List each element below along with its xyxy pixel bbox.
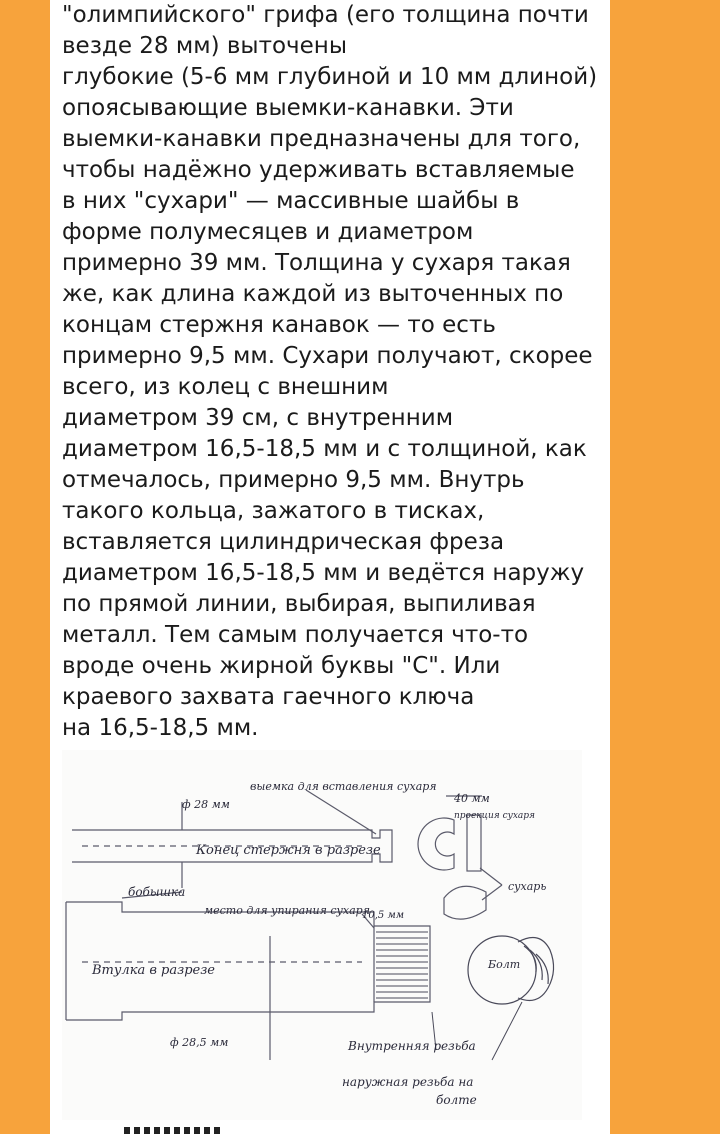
article-line: такого кольца, зажатого в тисках, [62, 498, 485, 524]
sukhar-leader-2 [482, 885, 502, 900]
article-line: примерно 9,5 мм. Сухари получают, скорее [62, 343, 593, 369]
article-line: вставляется цилиндрическая фреза [62, 529, 505, 555]
article-card [50, 0, 610, 1134]
label-10-5mm: 10,5 мм [362, 910, 405, 921]
article-line: всего, из колец с внешним [62, 374, 389, 400]
label-outer-thread: наружная резьба на [342, 1075, 474, 1089]
label-inner-thread: Внутренняя резьба [348, 1039, 476, 1053]
article-line: диаметром 16,5-18,5 мм и ведётся наружу [62, 560, 585, 586]
article-line: глубокие (5-6 мм глубиной и 10 мм длиной) [62, 64, 598, 90]
label-rod-end: Конец стержня в разрезе [196, 843, 381, 858]
article-line: на 16,5-18,5 мм. [62, 715, 259, 741]
inner-thread-hatching [376, 932, 428, 998]
technical-sketch [62, 750, 582, 1120]
groove-leader [306, 790, 376, 834]
label-40mm: 40 мм [454, 792, 490, 805]
article-line: в них "сухари" — массивные шайбы в [62, 188, 520, 214]
label-sukhar: сухарь [508, 880, 547, 893]
label-projection: проекция сухаря [454, 811, 535, 821]
article-line: "олимпийского" грифа (его толщина почти [62, 2, 589, 28]
article-text [62, 0, 602, 744]
sukhar-leader-1 [480, 868, 502, 885]
article-line: же, как длина каждой из выточенных по [62, 281, 564, 307]
label-bolt: Болт [488, 958, 521, 971]
label-stop-place: место для упирания сухаря [204, 904, 370, 917]
label-sleeve: Втулка в разрезе [92, 963, 216, 978]
article-line: вроде очень жирной буквы "С". Или [62, 653, 501, 679]
next-text-cutoff [124, 1124, 544, 1134]
article-line: металл. Тем самым получается что-то [62, 622, 529, 648]
sukhar-projection [467, 815, 481, 871]
article-line: везде 28 мм) выточены [62, 33, 347, 59]
article-line: опоясывающие выемки-канавки. Эти [62, 95, 514, 121]
article-line: диаметром 39 см, с внутренним [62, 405, 454, 431]
article-line: краевого захвата гаечного ключа [62, 684, 475, 710]
sukhar-front [418, 818, 454, 870]
article-line: форме полумесяцев и диаметром [62, 219, 474, 245]
label-dia-28-5: ф 28,5 мм [170, 1036, 229, 1049]
article-line: диаметром 16,5-18,5 мм и с толщиной, как [62, 436, 587, 462]
label-groove: выемка для вставления сухаря [250, 780, 437, 793]
article-line: по прямой линии, выбирая, выпиливая [62, 591, 536, 617]
article-line: отмечалось, примерно 9,5 мм. Внутрь [62, 467, 525, 493]
label-boss: бобышка [128, 885, 186, 899]
article-line: чтобы надёжно удерживать вставляемые [62, 157, 575, 183]
sukhar-3d [444, 886, 486, 919]
outer-thread-leader [492, 1002, 522, 1060]
article-line: выемки-канавки предназначены для того, [62, 126, 581, 152]
label-dia-28: ф 28 мм [182, 798, 230, 811]
sketch-svg [62, 750, 582, 1120]
label-bolt-2: болте [436, 1093, 477, 1107]
article-line: примерно 39 мм. Толщина у сухаря такая [62, 250, 571, 276]
article-line: концам стержня канавок — то есть [62, 312, 496, 338]
